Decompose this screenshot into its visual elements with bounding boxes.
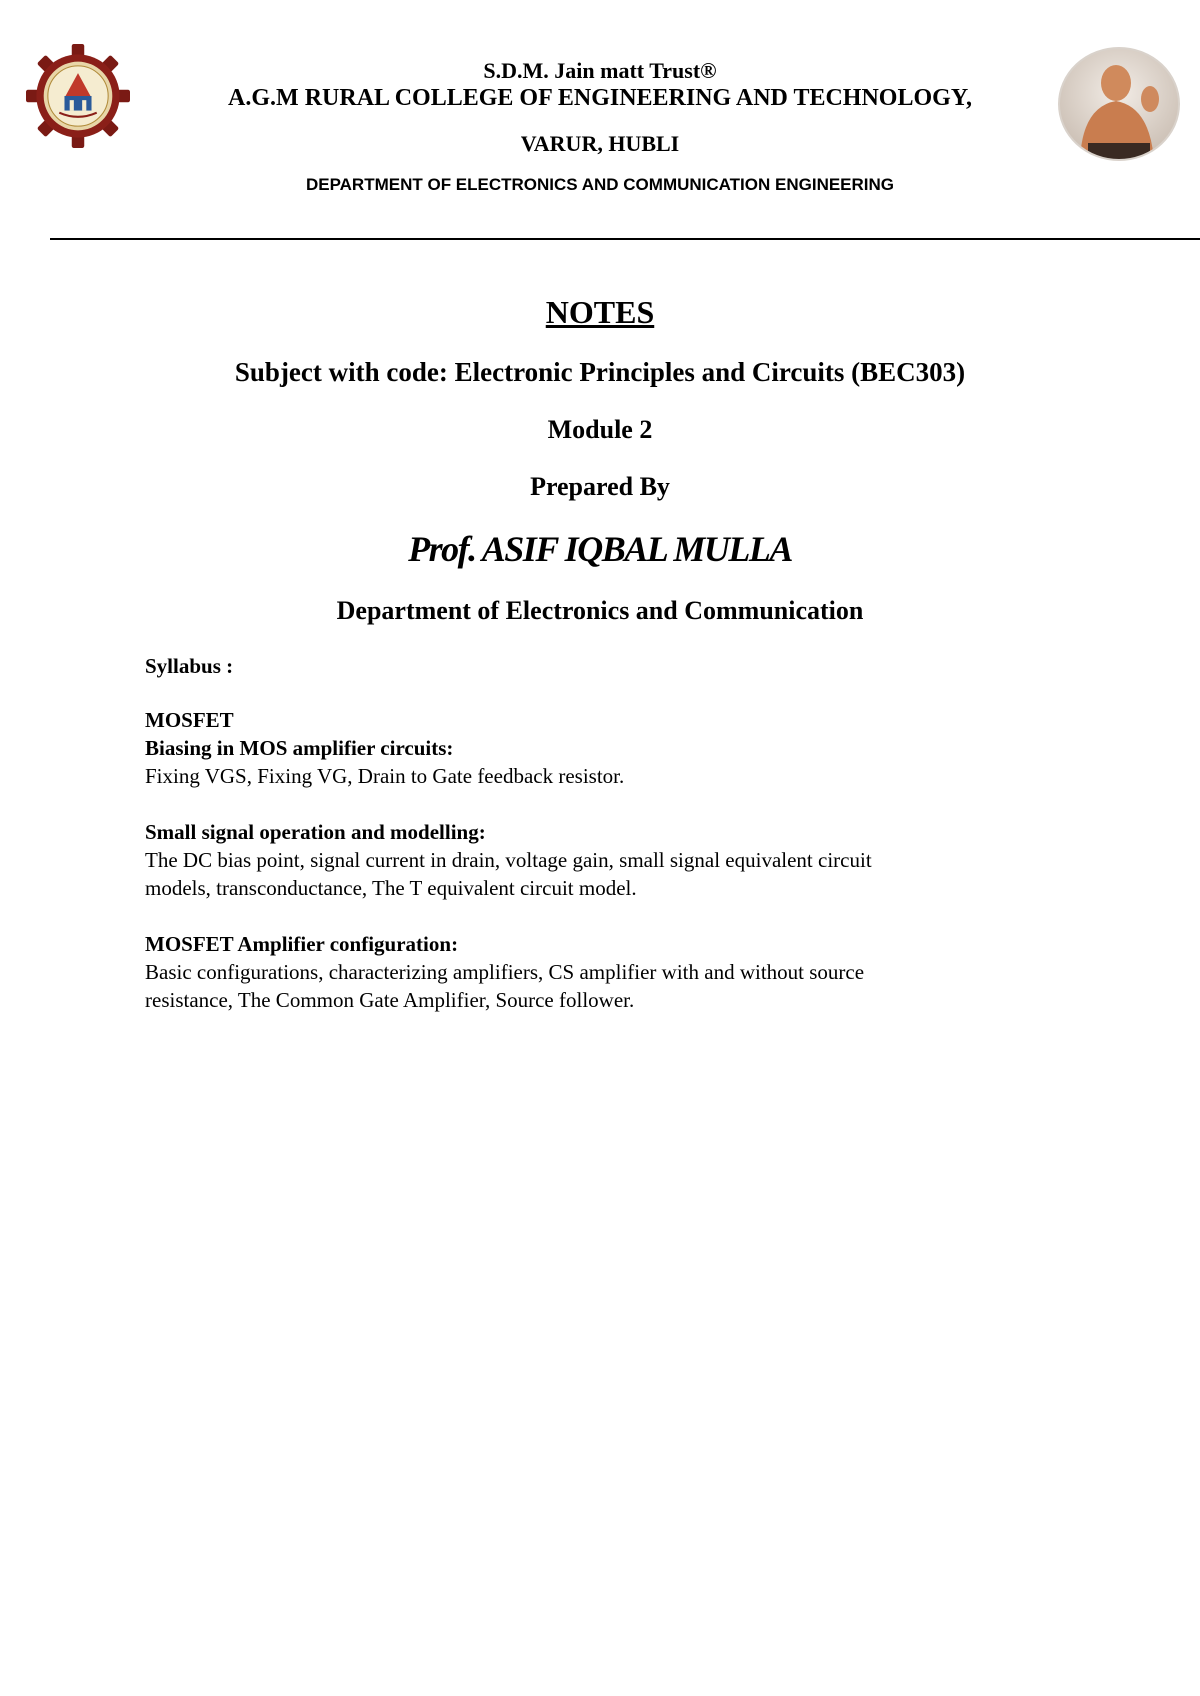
college-name: A.G.M RURAL COLLEGE OF ENGINEERING AND TECHNOLOGY,	[228, 85, 972, 111]
section-text: models, transconductance, The T equivalent circuit model.	[145, 876, 637, 900]
subject-line: Subject with code: Electronic Principles and Circuits (BEC303)	[234, 357, 966, 387]
section-text: The DC bias point, signal current in drain, voltage gain, small signal equivalent circuit	[145, 848, 872, 872]
department-header: DEPARTMENT OF ELECTRONICS AND COMMUNICATION ENGINEERING	[305, 175, 895, 194]
syllabus-heading: Syllabus :	[145, 654, 234, 678]
syllabus-section	[145, 652, 1005, 1014]
header-divider	[50, 238, 1200, 240]
prepared-by-label: Prepared By	[530, 472, 670, 501]
section-text: Fixing VGS, Fixing VG, Drain to Gate feedback resistor.	[145, 764, 625, 788]
section-heading: MOSFET Amplifier configuration:	[145, 932, 459, 956]
section-text: Basic configurations, characterizing amplifiers, CS amplifier with and without source	[145, 960, 865, 984]
section-text: resistance, The Common Gate Amplifier, Source follower.	[145, 988, 635, 1012]
author-name: Prof. ASIF IQBAL MULLA	[408, 529, 792, 569]
section-heading: Small signal operation and modelling:	[145, 820, 486, 844]
syllabus-topic: MOSFET	[145, 708, 234, 732]
module-label: Module 2	[547, 415, 653, 444]
trust-name: S.D.M. Jain matt Trust®	[483, 58, 717, 83]
author-department: Department of Electronics and Communication	[336, 596, 864, 625]
section-heading: Biasing in MOS amplifier circuits:	[145, 736, 454, 760]
notes-title: NOTES	[545, 294, 655, 330]
college-location: VARUR, HUBLI	[520, 131, 680, 156]
